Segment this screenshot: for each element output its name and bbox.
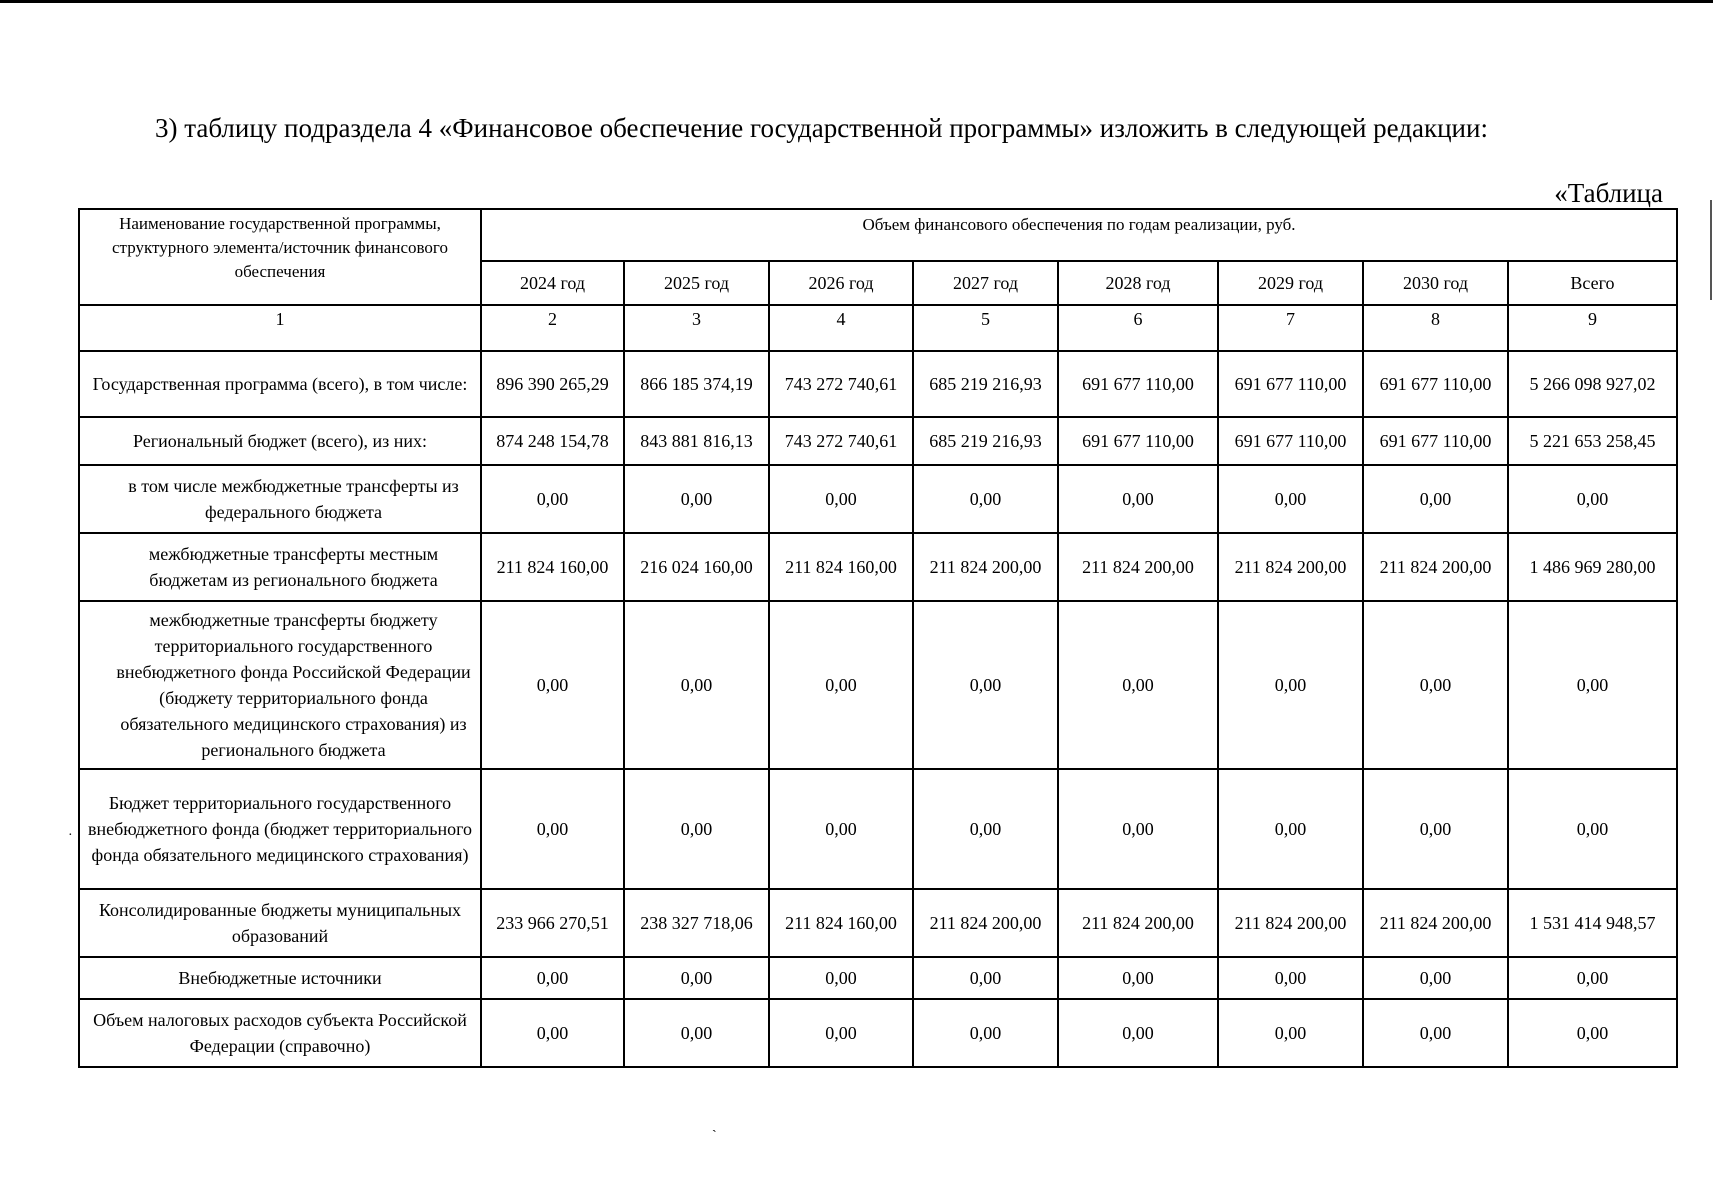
row-value: 0,00 — [913, 601, 1058, 769]
row-value: 0,00 — [1363, 769, 1508, 889]
scan-speck: ˏ — [712, 1118, 717, 1133]
row-value: 0,00 — [769, 601, 913, 769]
row-total: 0,00 — [1508, 999, 1677, 1067]
row-value: 0,00 — [913, 999, 1058, 1067]
row-value: 0,00 — [1218, 769, 1363, 889]
row-value: 843 881 816,13 — [624, 417, 769, 465]
row-value: 0,00 — [769, 999, 913, 1067]
header-name-column: Наименование государственной программы, структурного элемента/источник финансового обеспечения — [79, 209, 481, 305]
row-value: 0,00 — [1058, 601, 1218, 769]
row-value: 691 677 110,00 — [1058, 417, 1218, 465]
row-value: 0,00 — [1058, 465, 1218, 533]
table-row — [79, 351, 1677, 417]
row-value: 0,00 — [913, 769, 1058, 889]
header-year-2029: 2029 год — [1218, 261, 1363, 305]
column-number: 4 — [769, 305, 913, 351]
column-number-row — [79, 305, 1677, 351]
row-value: 211 824 200,00 — [1058, 533, 1218, 601]
row-value: 0,00 — [1218, 999, 1363, 1067]
row-value: 0,00 — [769, 769, 913, 889]
row-value: 0,00 — [1058, 769, 1218, 889]
row-total: 1 486 969 280,00 — [1508, 533, 1677, 601]
header-year-2027: 2027 год — [913, 261, 1058, 305]
row-value: 211 824 200,00 — [1363, 533, 1508, 601]
column-number: 8 — [1363, 305, 1508, 351]
row-value: 0,00 — [481, 999, 624, 1067]
header-year-2026: 2026 год — [769, 261, 913, 305]
row-value: 211 824 200,00 — [913, 533, 1058, 601]
table-caption: «Таблица — [1554, 178, 1663, 208]
column-number: 7 — [1218, 305, 1363, 351]
row-value: 211 824 200,00 — [913, 889, 1058, 957]
row-value: 0,00 — [1363, 957, 1508, 999]
table-row — [79, 417, 1677, 465]
row-value: 0,00 — [913, 957, 1058, 999]
column-number: 6 — [1058, 305, 1218, 351]
row-value: 691 677 110,00 — [1363, 351, 1508, 417]
row-value: 0,00 — [1058, 999, 1218, 1067]
table-row — [79, 601, 1677, 769]
row-name: в том числе межбюджетные трансферты из федерального бюджета — [79, 465, 481, 533]
row-value: 211 824 200,00 — [1218, 889, 1363, 957]
row-value: 691 677 110,00 — [1218, 417, 1363, 465]
row-name: Объем налоговых расходов субъекта Российской Федерации (справочно) — [79, 999, 481, 1067]
row-value: 238 327 718,06 — [624, 889, 769, 957]
row-value: 0,00 — [1218, 957, 1363, 999]
row-value: 0,00 — [624, 999, 769, 1067]
scan-speck: · — [68, 828, 73, 843]
row-value: 0,00 — [1363, 999, 1508, 1067]
row-value: 0,00 — [913, 465, 1058, 533]
row-value: 211 824 200,00 — [1363, 889, 1508, 957]
row-value: 691 677 110,00 — [1363, 417, 1508, 465]
row-value: 211 824 200,00 — [1058, 889, 1218, 957]
header-year-2030: 2030 год — [1363, 261, 1508, 305]
row-total: 5 266 098 927,02 — [1508, 351, 1677, 417]
row-name: Государственная программа (всего), в том числе: — [79, 351, 481, 417]
header-total: Всего — [1508, 261, 1677, 305]
row-value: 0,00 — [1058, 957, 1218, 999]
header-year-2024: 2024 год — [481, 261, 624, 305]
row-value: 216 024 160,00 — [624, 533, 769, 601]
row-value: 691 677 110,00 — [1218, 351, 1363, 417]
row-value: 0,00 — [1363, 601, 1508, 769]
table-row — [79, 999, 1677, 1067]
financing-table — [78, 208, 1678, 1068]
row-total: 1 531 414 948,57 — [1508, 889, 1677, 957]
table-row — [79, 769, 1677, 889]
row-value: 0,00 — [1218, 465, 1363, 533]
row-value: 743 272 740,61 — [769, 351, 913, 417]
column-number: 5 — [913, 305, 1058, 351]
row-value: 874 248 154,78 — [481, 417, 624, 465]
column-number: 1 — [79, 305, 481, 351]
row-value: 0,00 — [769, 465, 913, 533]
document-heading: 3) таблицу подраздела 4 «Финансовое обеспечение государственной программы» изложить в следующей редакции: — [155, 113, 1488, 143]
header-volume-group: Объем финансового обеспечения по годам реализации, руб. — [481, 209, 1677, 261]
row-value: 685 219 216,93 — [913, 351, 1058, 417]
row-total: 0,00 — [1508, 957, 1677, 999]
row-name: Внебюджетные источники — [79, 957, 481, 999]
row-value: 0,00 — [1363, 465, 1508, 533]
row-value: 0,00 — [624, 957, 769, 999]
row-value: 691 677 110,00 — [1058, 351, 1218, 417]
column-number: 2 — [481, 305, 624, 351]
row-value: 0,00 — [481, 601, 624, 769]
row-value: 685 219 216,93 — [913, 417, 1058, 465]
table-row — [79, 465, 1677, 533]
row-value: 866 185 374,19 — [624, 351, 769, 417]
row-value: 743 272 740,61 — [769, 417, 913, 465]
row-total: 0,00 — [1508, 601, 1677, 769]
page-top-border — [0, 0, 1713, 3]
header-year-2025: 2025 год — [624, 261, 769, 305]
row-value: 211 824 160,00 — [769, 889, 913, 957]
row-name: межбюджетные трансферты местным бюджетам из регионального бюджета — [79, 533, 481, 601]
row-value: 211 824 200,00 — [1218, 533, 1363, 601]
page-right-edge — [1710, 200, 1712, 300]
table-row — [79, 889, 1677, 957]
header-year-2028: 2028 год — [1058, 261, 1218, 305]
row-name: Бюджет территориального государственного внебюджетного фонда (бюджет территориального фонда обязательного медицинского страхования) — [79, 769, 481, 889]
row-value: 0,00 — [624, 601, 769, 769]
row-name: межбюджетные трансферты бюджету территориального государственного внебюджетного фонда Российской Федерации (бюджету территориального фонда обязательного медицинского страхования) из регионального бюджета — [79, 601, 481, 769]
column-number: 3 — [624, 305, 769, 351]
row-value: 0,00 — [624, 769, 769, 889]
row-value: 233 966 270,51 — [481, 889, 624, 957]
row-value: 0,00 — [624, 465, 769, 533]
row-value: 0,00 — [481, 957, 624, 999]
row-value: 211 824 160,00 — [481, 533, 624, 601]
row-value: 896 390 265,29 — [481, 351, 624, 417]
row-value: 0,00 — [481, 769, 624, 889]
column-number: 9 — [1508, 305, 1677, 351]
row-name: Региональный бюджет (всего), из них: — [79, 417, 481, 465]
row-name: Консолидированные бюджеты муниципальных образований — [79, 889, 481, 957]
row-value: 0,00 — [481, 465, 624, 533]
row-total: 0,00 — [1508, 769, 1677, 889]
row-value: 0,00 — [1218, 601, 1363, 769]
row-value: 0,00 — [769, 957, 913, 999]
table-row — [79, 957, 1677, 999]
row-total: 5 221 653 258,45 — [1508, 417, 1677, 465]
row-value: 211 824 160,00 — [769, 533, 913, 601]
table-row — [79, 533, 1677, 601]
row-total: 0,00 — [1508, 465, 1677, 533]
